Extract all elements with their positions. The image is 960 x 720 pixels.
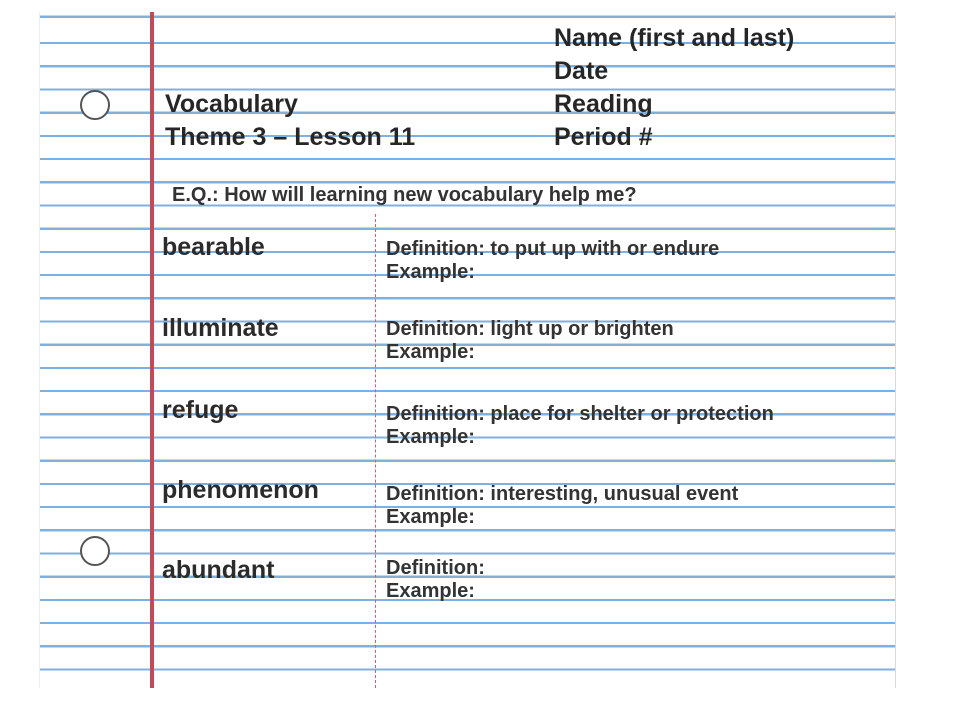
period-field-label: Period # [554, 123, 653, 151]
example-label: Example: [386, 426, 475, 448]
subject-field-label: Reading [554, 90, 653, 118]
vocab-entry [386, 403, 774, 449]
definition-text: Definition: interesting, unusual event [386, 483, 739, 505]
name-field-label: Name (first and last) [554, 24, 795, 52]
column-divider [375, 214, 376, 688]
vocab-entry [386, 483, 738, 529]
example-label: Example: [386, 261, 475, 283]
vocab-word: bearable [162, 233, 265, 261]
margin-line [150, 12, 154, 688]
example-label: Example: [386, 506, 475, 528]
example-label: Example: [386, 580, 475, 602]
vocab-word: phenomenon [162, 476, 319, 504]
vocab-word: illuminate [162, 314, 279, 342]
definition-text: Definition: place for shelter or protection [386, 403, 774, 425]
definition-text: Definition: to put up with or endure [386, 238, 720, 260]
vocab-word: refuge [162, 396, 239, 424]
student-info-block [554, 22, 794, 154]
vocab-entry [386, 238, 719, 284]
binder-hole-icon [80, 90, 110, 120]
lesson-label: Theme 3 – Lesson 11 [165, 123, 416, 151]
binder-hole-icon [80, 536, 110, 566]
title-block [165, 88, 415, 154]
example-label: Example: [386, 341, 475, 363]
definition-text: Definition: light up or brighten [386, 318, 674, 340]
definition-text: Definition: [386, 557, 485, 579]
page-title: Vocabulary [165, 90, 298, 118]
date-field-label: Date [554, 57, 609, 85]
vocab-entry [386, 557, 485, 603]
vocab-word: abundant [162, 556, 275, 584]
essential-question: E.Q.: How will learning new vocabulary help me? [172, 184, 637, 206]
vocab-entry [386, 318, 674, 364]
